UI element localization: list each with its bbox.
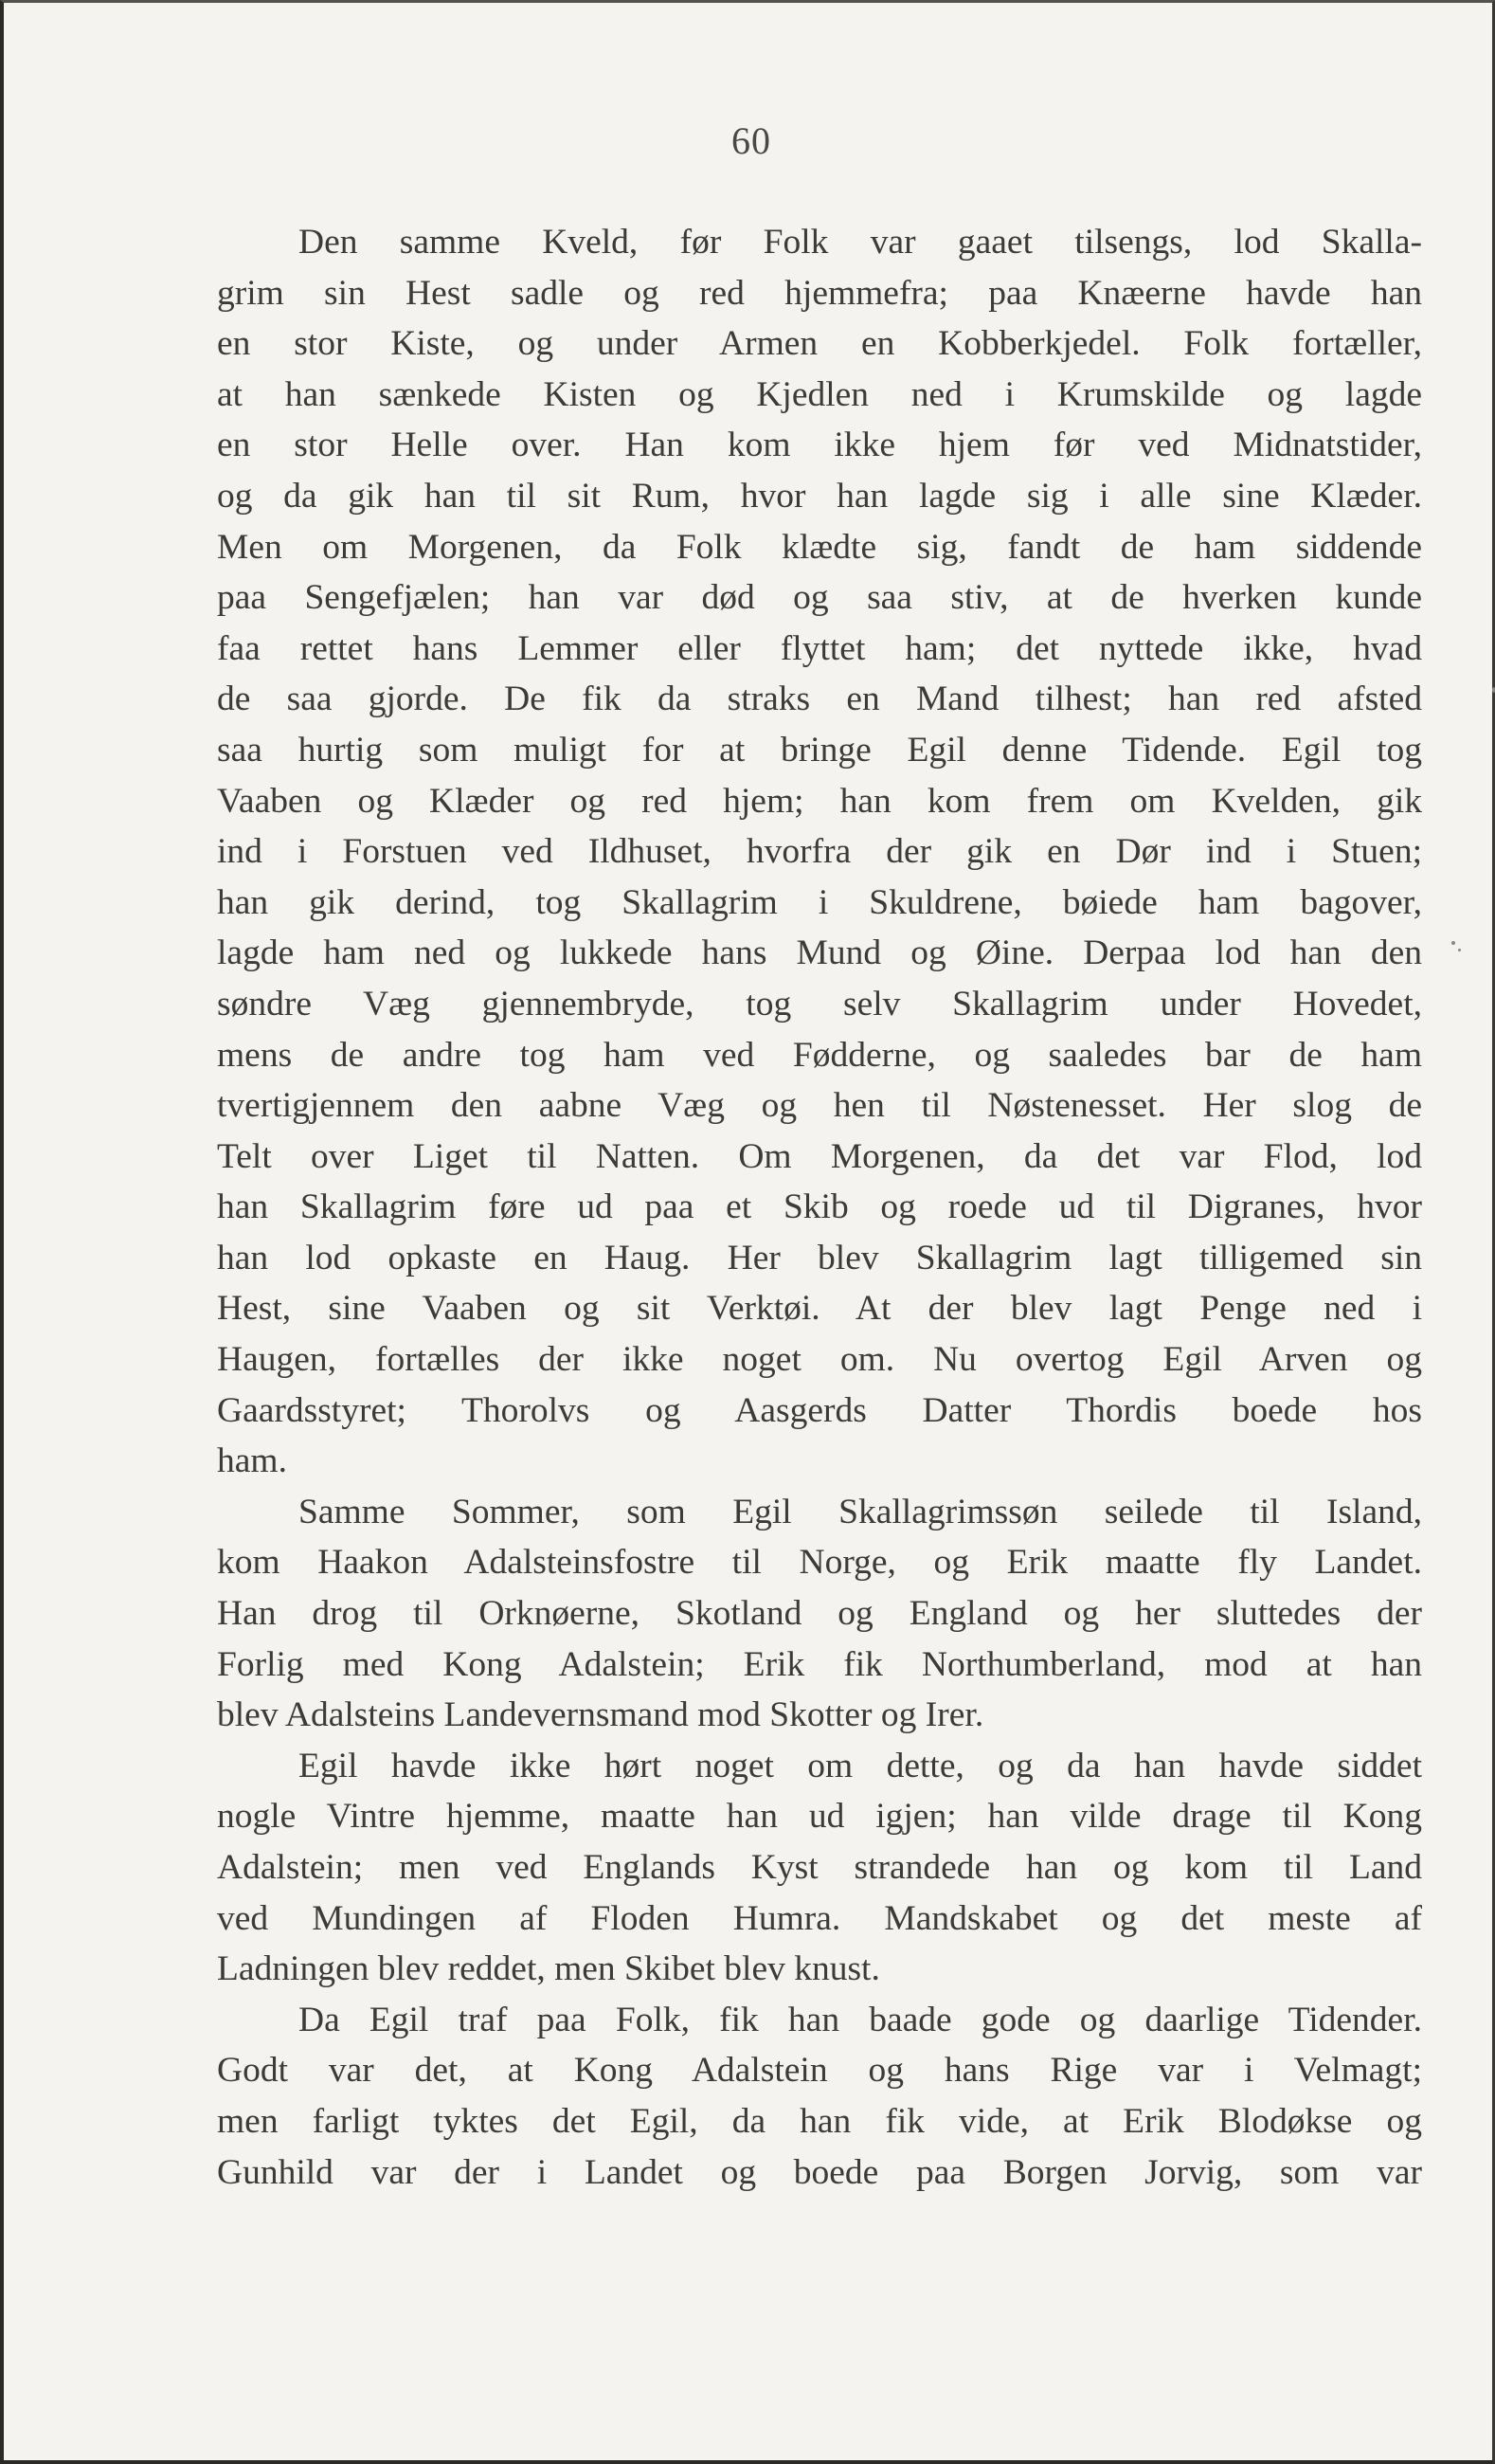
text-line: Telt over Liget til Natten. Om Morgenen, da det var Flod, lod bbox=[217, 1136, 1422, 1176]
text-line: Gunhild var der i Landet og boede paa Borgen Jorvig, som var bbox=[217, 2152, 1422, 2192]
text-line: ind i Forstuen ved Ildhuset, hvorfra der gik en Dør ind i Stuen; bbox=[217, 832, 1422, 872]
text-line: de saa gjorde. De fik da straks en Mand tilhest; han red afsted bbox=[217, 679, 1422, 719]
text-line: grim sin Hest sadle og red hjemmefra; paa Knæerne havde han bbox=[217, 273, 1422, 313]
text-line: søndre Væg gjennembryde, tog selv Skallagrim under Hovedet, bbox=[217, 984, 1422, 1024]
text-line: en stor Kiste, og under Armen en Kobberkjedel. Folk fortæller, bbox=[217, 324, 1422, 364]
text-line: Haugen, fortælles der ikke noget om. Nu overtog Egil Arven og bbox=[217, 1340, 1422, 1380]
text-line: han gik derind, tog Skallagrim i Skuldrene, bøiede ham bagover, bbox=[217, 882, 1422, 922]
text-line: saa hurtig som muligt for at bringe Egil denne Tidende. Egil tog bbox=[217, 730, 1422, 770]
text-line: faa rettet hans Lemmer eller flyttet ham; det nyttede ikke, hvad bbox=[217, 628, 1422, 668]
text-line: ham. bbox=[217, 1441, 287, 1481]
text-line: kom Haakon Adalsteinsfostre til Norge, og Erik maatte fly Landet. bbox=[217, 1543, 1422, 1583]
text-line: Adalstein; men ved Englands Kyst strandede han og kom til Land bbox=[217, 1848, 1422, 1887]
paper-speck bbox=[1458, 949, 1461, 951]
text-line: og da gik han til sit Rum, hvor han lagde sig i alle sine Klæder. bbox=[217, 476, 1422, 516]
text-line: Gaardsstyret; Thorolvs og Aasgerds Datter Thordis boede hos bbox=[217, 1390, 1422, 1430]
text-line: men farligt tyktes det Egil, da han fik vide, at Erik Blodøkse og bbox=[217, 2101, 1422, 2141]
paper-speck bbox=[1451, 941, 1455, 945]
text-line: ved Mundingen af Floden Humra. Mandskabet og det meste af bbox=[217, 1898, 1422, 1938]
text-line: Da Egil traf paa Folk, fik han baade gode og daarlige Tidender. bbox=[298, 2000, 1422, 2039]
text-line: at han sænkede Kisten og Kjedlen ned i Krumskilde og lagde bbox=[217, 374, 1422, 414]
text-line: mens de andre tog ham ved Fødderne, og saaledes bar de ham bbox=[217, 1035, 1422, 1075]
text-line: Men om Morgenen, da Folk klædte sig, fandt de ham siddende bbox=[217, 527, 1422, 567]
text-line: Godt var det, at Kong Adalstein og hans Rige var i Velmagt; bbox=[217, 2051, 1422, 2091]
text-line: nogle Vintre hjemme, maatte han ud igjen; han vilde drage til Kong bbox=[217, 1797, 1422, 1837]
text-line: han Skallagrim føre ud paa et Skib og roede ud til Digranes, hvor bbox=[217, 1187, 1422, 1227]
text-line: Egil havde ikke hørt noget om dette, og da han havde siddet bbox=[298, 1746, 1422, 1785]
text-line: Samme Sommer, som Egil Skallagrimssøn seilede til Island, bbox=[298, 1492, 1422, 1531]
text-line: paa Sengefjælen; han var død og saa stiv, at de hverken kunde bbox=[217, 578, 1422, 618]
text-line: Hest, sine Vaaben og sit Verktøi. At der blev lagt Penge ned i bbox=[217, 1289, 1422, 1329]
page-number: 60 bbox=[731, 119, 771, 162]
text-line: han lod opkaste en Haug. Her blev Skallagrim lagt tilligemed sin bbox=[217, 1238, 1422, 1277]
body-text bbox=[217, 217, 1422, 2198]
text-line: lagde ham ned og lukkede hans Mund og Øine. Derpaa lod han den bbox=[217, 933, 1422, 973]
text-line: en stor Helle over. Han kom ikke hjem før ved Midnatstider, bbox=[217, 426, 1422, 465]
text-line: blev Adalsteins Landevernsmand mod Skotter og Irer. bbox=[217, 1695, 984, 1735]
text-line: Han drog til Orknøerne, Skotland og England og her sluttedes der bbox=[217, 1594, 1422, 1634]
text-line: Forlig med Kong Adalstein; Erik fik Northumberland, mod at han bbox=[217, 1644, 1422, 1684]
text-line: Ladningen blev reddet, men Skibet blev knust. bbox=[217, 1949, 880, 1989]
text-line: Vaaben og Klæder og red hjem; han kom frem om Kvelden, gik bbox=[217, 781, 1422, 821]
text-line: Den samme Kveld, før Folk var gaaet tilsengs, lod Skalla- bbox=[298, 223, 1422, 262]
text-line: tvertigjennem den aabne Væg og hen til Nøstenesset. Her slog de bbox=[217, 1086, 1422, 1126]
